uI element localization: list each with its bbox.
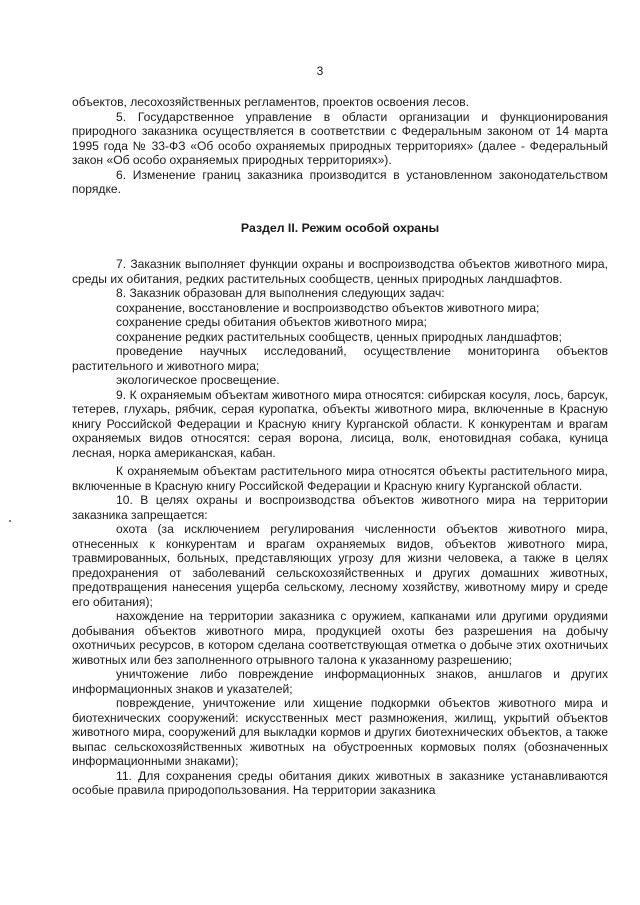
- page-number: 3: [316, 64, 324, 78]
- document-body: [72, 95, 608, 798]
- paragraph: 8. Заказник образован для выполнения следующих задач:: [116, 286, 445, 300]
- paragraph: 9. К охраняемым объектам животного мира относятся: сибирская косуля, лось, барсук, тетерев, глухарь, рябчик, серая куропатка, объекты животного мира, включенные в Красную книгу Российской Федерации и Красную книгу Курганской области. К конкурентам и врагам охраняемых видов относятся: серая ворона, лисица, волк, енотовидная собака, куница лесная, норка американская, кабан.: [72, 387, 608, 460]
- paragraph: 5. Государственное управление в области организации и функционирования природного заказника осуществляется в соответствии с Федеральным законом от 14 марта 1995 года № 33-ФЗ «Об особо охраняемых природных территориях» (далее - Федеральный закон «Об особо охраняемых природных территориях»).: [72, 109, 608, 167]
- list-item: уничтожение либо повреждение информационных знаков, аншлагов и других информационных знаков и указателей;: [72, 667, 608, 696]
- paragraph: К охраняемым объектам растительного мира относятся объекты растительного мира, включенные в Красную книгу Российской Федерации и Красную книгу Курганской области.: [72, 464, 608, 493]
- paragraph: объектов, лесохозяйственных регламентов, проектов освоения лесов.: [72, 95, 469, 109]
- paragraph: 7. Заказник выполняет функции охраны и воспроизводства объектов животного мира, среды их обитания, редких растительных сообществ, ценных природных ландшафтов.: [72, 257, 608, 286]
- list-item: проведение научных исследований, осуществление мониторинга объектов растительного и животного мира;: [72, 344, 608, 373]
- scan-speck: [9, 520, 11, 522]
- paragraph: 6. Изменение границ заказника производится в установленном законодательством порядке.: [72, 167, 608, 196]
- list-item: повреждение, уничтожение или хищение подкормки объектов животного мира и биотехнических сооружений: искусственных мест размножения, жилищ, укрытий объектов животного мира, сооружений для выкладки кормов и других биотехнических объектов, а также выпас сельскохозяйственных животных на обустроенных кормовых полях (обозначенных информационными знаками);: [72, 696, 608, 768]
- list-item: сохранение среды обитания объектов животного мира;: [116, 315, 427, 329]
- list-item: нахождение на территории заказника с оружием, капканами или другими орудиями добывания объектов животного мира, продукцией охоты без разрешения на добычу охотничьих ресурсов, в котором сделана соответствующая отметка о добыче этих охотничьих животных или без заполненного отрывного талона к указанному разрешению;: [72, 609, 608, 667]
- list-item: охота (за исключением регулирования численности объектов животного мира, отнесенных к конкурентам и врагам охраняемых видов, объектов животного мира, травмированных, больных, представляющих угрозу для жизни человека, а также в целях предохранения от заболеваний сельскохозяйственных и других домашних животных, предотвращения нанесения ущерба сельскому, лесному хозяйству, животному миру и среде его обитания);: [72, 522, 608, 609]
- list-item: экологическое просвещение.: [116, 373, 280, 387]
- paragraph: 11. Для сохранения среды обитания диких животных в заказнике устанавливаются особые правила природопользования. На территории заказника: [72, 768, 608, 797]
- list-item: сохранение, восстановление и воспроизводство объектов животного мира;: [116, 300, 540, 315]
- paragraph: 10. В целях охраны и воспроизводства объектов животного мира на территории заказника запрещается:: [72, 493, 608, 522]
- section-heading: Раздел II. Режим особой охраны: [240, 220, 440, 235]
- list-item: сохранение редких растительных сообществ, ценных природных ландшафтов;: [116, 329, 562, 344]
